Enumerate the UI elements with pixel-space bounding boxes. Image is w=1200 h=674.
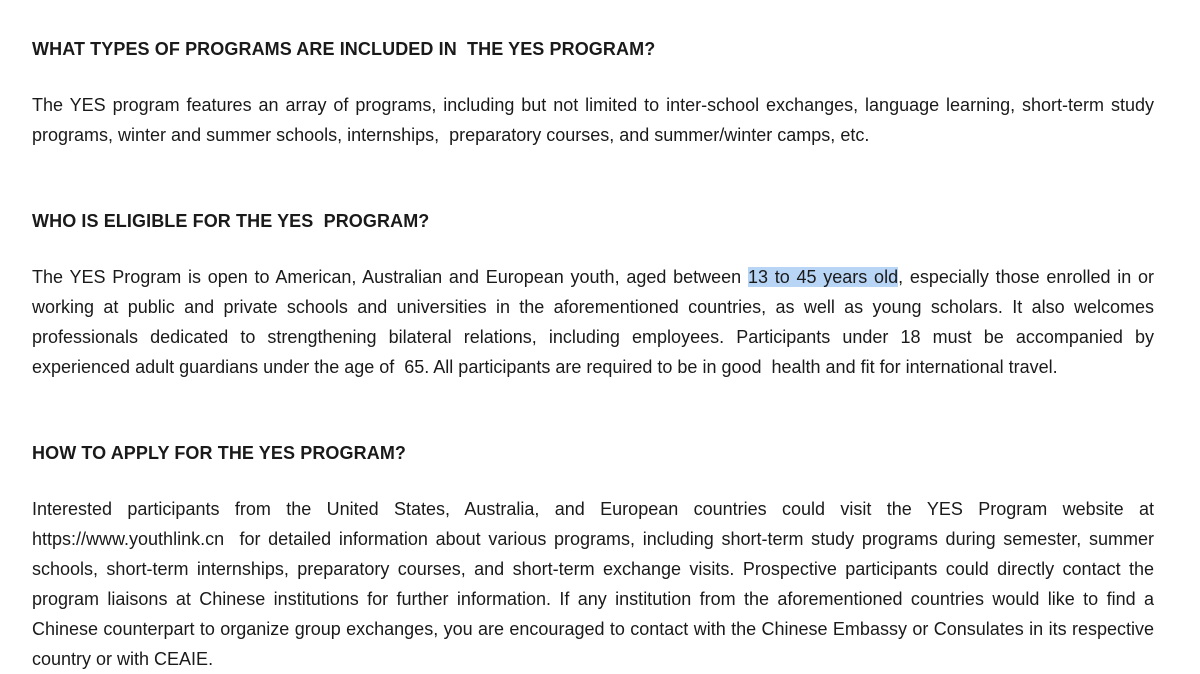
section-heading: WHO IS ELIGIBLE FOR THE YES PROGRAM? bbox=[32, 211, 430, 231]
highlighted-text-selection[interactable]: 13 to 45 years old bbox=[747, 267, 899, 287]
section-paragraph bbox=[32, 262, 1160, 382]
section-heading: WHAT TYPES OF PROGRAMS ARE INCLUDED IN THE YES PROGRAM? bbox=[32, 39, 656, 59]
section-program-types bbox=[32, 38, 1160, 150]
section-paragraph: Interested participants from the United States, Australia, and European countries could visit the YES Program website at https://www.youthlink.cn for detailed information about various programs, including short-term study programs during semester, summer schools, short-term internships, preparatory courses, and short-term exchange visits. Prospective participants could directly contact the program liaisons at Chinese institutions for further information. If any institution from the aforementioned countries would like to find a Chinese counterpart to organize group exchanges, you are encouraged to contact with the Chinese Embassy or Consulates in its respective country or with CEAIE. bbox=[32, 499, 1160, 669]
section-heading: HOW TO APPLY FOR THE YES PROGRAM? bbox=[32, 443, 407, 463]
paragraph-text: , especially those enrolled in or working at public and private schools and universities in the aforementioned countries, as well as young scholars. It also welcomes professionals dedicated to strengthening bilateral relations, including employees. Participants under 18 must be accompanied by experienced adult guardians under the age of 65. All participants are required to be in good health and fit for international travel. bbox=[32, 267, 1160, 377]
section-paragraph: The YES program features an array of programs, including but not limited to inter-school exchanges, language learning, short-term study programs, winter and summer schools, internships, preparatory courses, and summer/winter camps, etc. bbox=[32, 95, 1160, 145]
section-how-to-apply bbox=[32, 442, 1160, 674]
section-eligibility bbox=[32, 210, 1160, 382]
paragraph-text: The YES Program is open to American, Australian and European youth, aged between bbox=[32, 267, 748, 287]
